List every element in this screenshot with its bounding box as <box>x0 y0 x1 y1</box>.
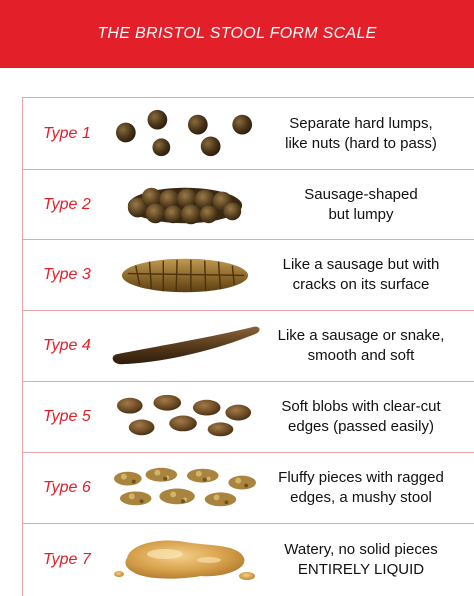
type-description <box>259 240 463 310</box>
description-line-2: edges (passed easily) <box>288 418 434 435</box>
stool-scale-table <box>22 97 474 596</box>
type-label: Type 7 <box>43 551 91 568</box>
description-line-1: Like a sausage or snake, <box>277 327 445 344</box>
description-line-2: ENTIRELY LIQUID <box>297 561 425 578</box>
description-line-2: like nuts (hard to pass) <box>285 134 437 152</box>
type-description <box>259 170 463 239</box>
description-line-1: Sausage-shaped <box>304 185 418 203</box>
lumpy-sausage-icon <box>105 170 265 239</box>
liquid-puddle-icon <box>105 524 265 596</box>
description-line-1: Fluffy pieces with ragged <box>278 469 444 486</box>
type-description <box>259 98 463 169</box>
type-description <box>259 382 463 452</box>
description-line-1: Like a sausage but with <box>282 256 440 273</box>
scale-row-type-6 <box>23 453 474 524</box>
cracked-sausage-icon <box>105 240 265 310</box>
type-description <box>259 453 463 523</box>
description-line-2: smooth and soft <box>307 347 415 364</box>
description-line-1: Soft blobs with clear-cut <box>281 398 441 415</box>
header-banner <box>0 0 474 68</box>
type-label: Type 1 <box>43 124 91 142</box>
description-line-2: cracks on its surface <box>292 276 430 293</box>
type-description <box>259 311 463 381</box>
scale-row-type-1 <box>23 98 474 170</box>
scale-row-type-3 <box>23 240 474 311</box>
description-line-2: but lumpy <box>328 205 394 223</box>
description-line-2: edges, a mushy stool <box>290 489 432 506</box>
scale-row-type-5 <box>23 382 474 453</box>
type-label: Type 2 <box>43 195 91 213</box>
type-label: Type 6 <box>43 479 91 496</box>
description-line-1: Separate hard lumps, <box>289 114 433 132</box>
type-description <box>259 524 463 596</box>
fluffy-pieces-icon <box>105 453 265 523</box>
smooth-snake-icon <box>105 311 265 381</box>
scale-row-type-2 <box>23 170 474 240</box>
type-label: Type 5 <box>43 408 91 425</box>
page-title: THE BRISTOL STOOL FORM SCALE <box>97 25 377 42</box>
description-line-1: Watery, no solid pieces <box>284 541 438 558</box>
separate-lumps-icon <box>105 98 265 169</box>
type-label: Type 4 <box>43 337 91 354</box>
soft-blobs-icon <box>105 382 265 452</box>
scale-row-type-7 <box>23 524 474 596</box>
scale-row-type-4 <box>23 311 474 382</box>
type-label: Type 3 <box>43 266 91 283</box>
